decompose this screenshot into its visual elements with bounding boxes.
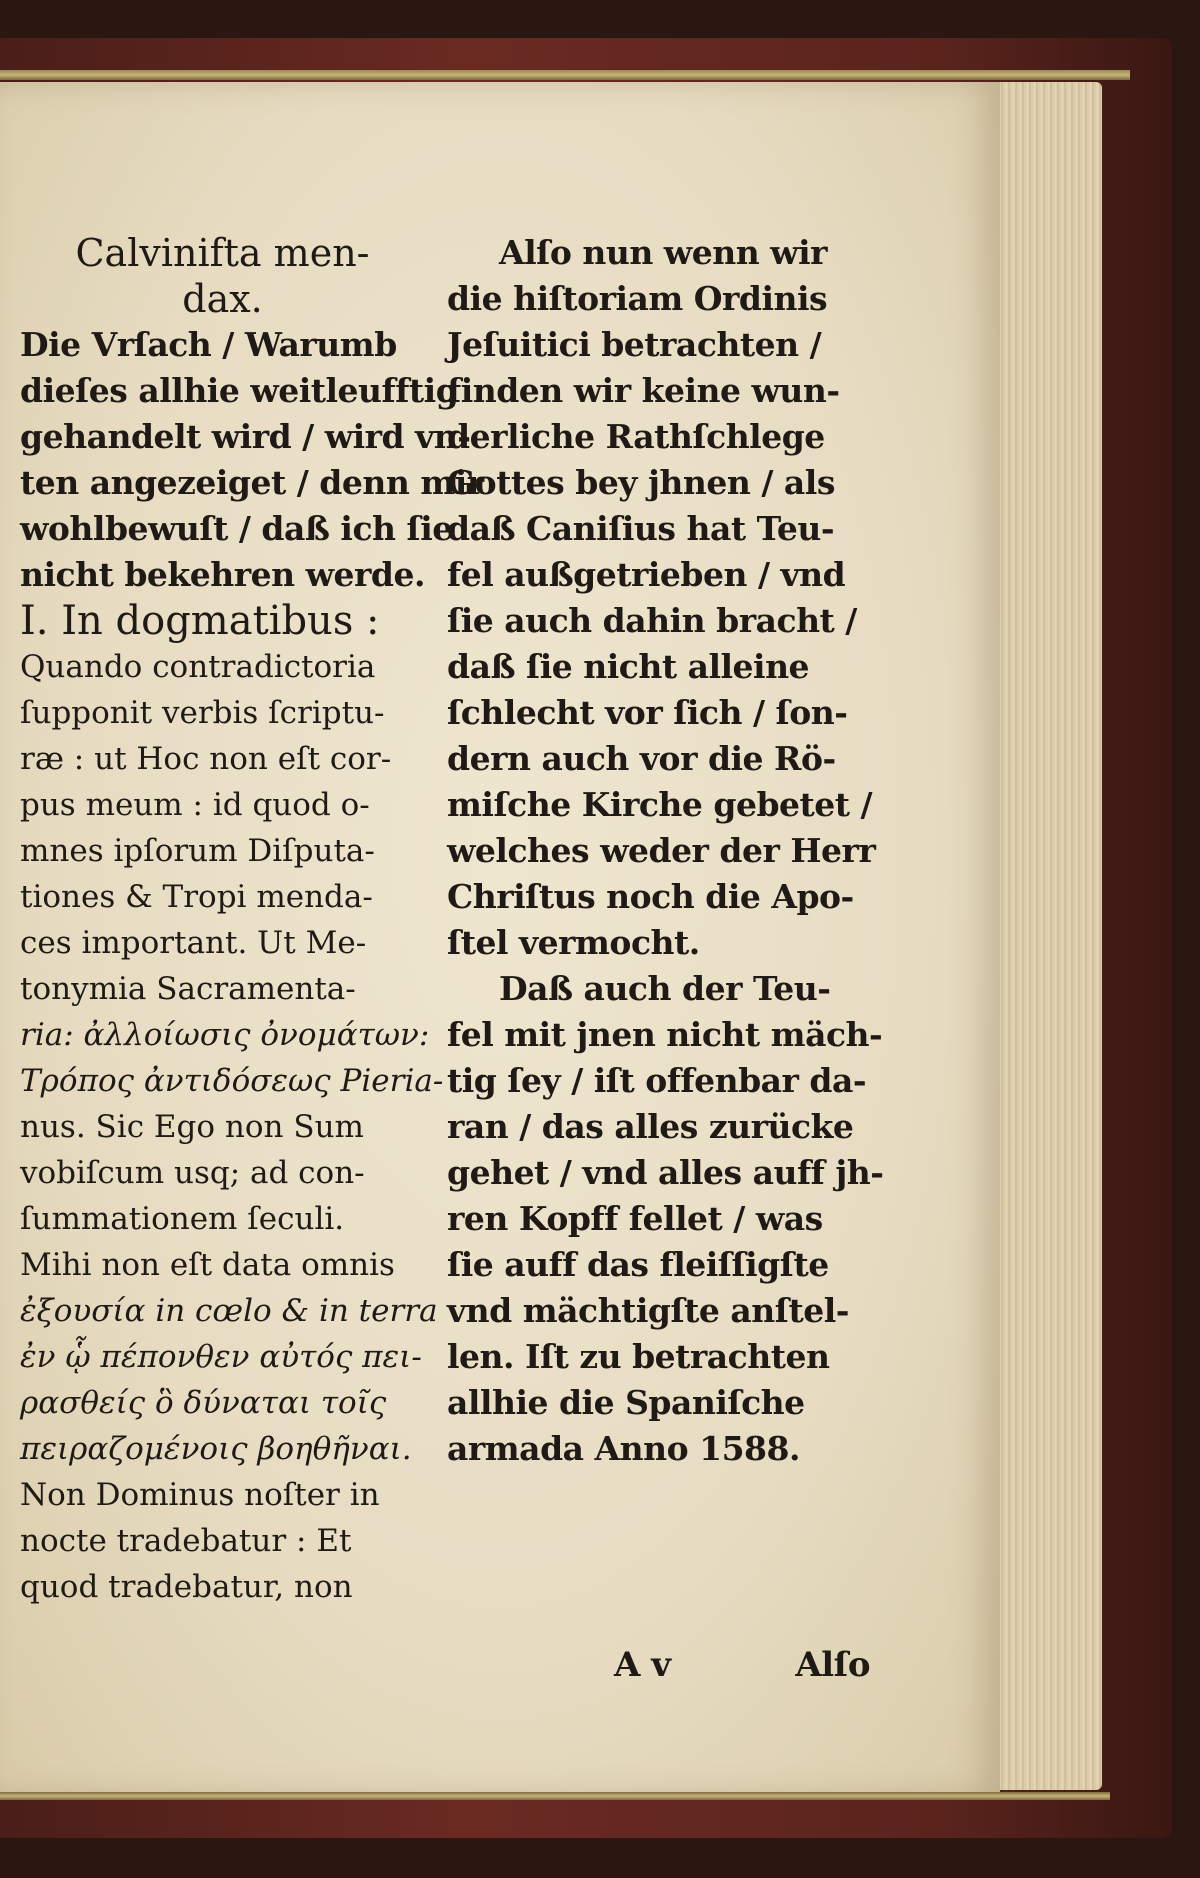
text-line: allhie die Spaniſche xyxy=(447,1383,805,1422)
text-line: Gottes bey jhnen / als xyxy=(447,463,835,502)
text-line: Non Dominus noſter in xyxy=(20,1477,380,1513)
text-line: Quando contradictoria xyxy=(20,649,376,685)
text-line: I. In dogmatibus : xyxy=(20,598,380,644)
text-line: nus. Sic Ego non Sum xyxy=(20,1109,364,1145)
text-line: ſie auch dahin bracht / xyxy=(447,601,857,640)
text-line: vnd mächtigſte anſtel- xyxy=(447,1291,849,1330)
text-line: wohlbewuſt / daß ich ſie xyxy=(20,509,453,548)
catchword: Alſo xyxy=(795,1645,870,1685)
text-line: dern auch vor die Rö- xyxy=(447,739,836,778)
text-line: daß ſie nicht alleine xyxy=(447,647,810,686)
text-line: vobiſcum usq; ad con- xyxy=(20,1155,365,1191)
text-line: tiones & Tropi menda- xyxy=(20,879,373,915)
text-line: ſie auff das fleiſſigſte xyxy=(447,1245,829,1284)
text-line: ſchlecht vor ſich / ſon- xyxy=(447,693,848,732)
text-line: ren Kopff fellet / was xyxy=(447,1199,823,1238)
text-line: dax. xyxy=(182,277,263,321)
text-line: quod tradebatur, non xyxy=(20,1569,353,1605)
text-line: welches weder der Herr xyxy=(447,831,876,870)
text-line: finden wir keine wun- xyxy=(447,371,840,410)
text-line: Daß auch der Teu- xyxy=(499,969,831,1008)
text-line: pus meum : id quod o- xyxy=(20,787,370,823)
text-line: Calvinifta men- xyxy=(75,231,370,275)
text-line: ſupponit verbis ſcriptu- xyxy=(20,695,385,731)
page-footer xyxy=(600,1642,870,1688)
text-line: armada Anno 1588. xyxy=(447,1429,800,1468)
text-line: ran / das alles zurücke xyxy=(447,1107,854,1146)
gilt-edge-top xyxy=(0,70,1130,80)
text-line: die hiſtoriam Ordinis xyxy=(447,279,828,318)
right-column xyxy=(447,230,884,1472)
text-line: tonymia Sacramenta- xyxy=(20,971,356,1007)
text-line: ρασθείς ὃ δύναται τοῖς xyxy=(20,1385,387,1421)
text-line: dieſes allhie weitleufftig xyxy=(20,371,459,410)
text-line: fel mit jnen nicht mäch- xyxy=(447,1015,883,1054)
text-line: Die Vrſach / Warumb xyxy=(20,325,397,364)
signature-mark: A v xyxy=(614,1645,671,1685)
left-column xyxy=(20,230,484,1610)
text-line: Chriſtus noch die Apo- xyxy=(447,877,854,916)
text-line: ἐξουσία in cœlo & in terra xyxy=(20,1293,438,1329)
book-page xyxy=(0,82,1000,1796)
text-line: fel außgetrieben / vnd xyxy=(447,555,846,594)
text-line: ræ : ut Hoc non eſt cor- xyxy=(20,741,392,777)
text-line: ἐν ᾧ πέπονθεν αὐτός πει- xyxy=(20,1339,422,1375)
text-line: ſummationem ſeculi. xyxy=(20,1201,345,1237)
text-line: daß Caniſius hat Teu- xyxy=(447,509,835,548)
text-line: ces important. Ut Me- xyxy=(20,925,367,961)
text-line: Mihi non eſt data omnis xyxy=(20,1247,395,1283)
text-line: ria: ἀλλοίωσις ὀνομάτων: xyxy=(20,1017,430,1053)
text-line: Τρόπος ἀντιδόσεως Pieria- xyxy=(20,1063,444,1099)
page-block-edges xyxy=(990,82,1102,1790)
text-line: nicht bekehren werde. xyxy=(20,555,425,594)
text-line: Alſo nun wenn wir xyxy=(499,233,828,272)
text-line: ſtel vermocht. xyxy=(447,923,700,962)
text-line: gehandelt wird / wird vn- xyxy=(20,417,471,456)
text-line: ten angezeiget / denn mir xyxy=(20,463,484,502)
text-line: miſche Kirche gebetet / xyxy=(447,785,873,824)
text-line: derliche Rathſchlege xyxy=(447,417,825,456)
text-line: gehet / vnd alles auff jh- xyxy=(447,1153,884,1192)
text-line: tig ſey / iſt offenbar da- xyxy=(447,1061,867,1100)
text-line: nocte tradebatur : Et xyxy=(20,1523,352,1559)
text-line: len. Iſt zu betrachten xyxy=(447,1337,830,1376)
text-line: πειραζομένοις βοηθῆναι. xyxy=(20,1431,412,1467)
gilt-edge-bottom xyxy=(0,1792,1110,1800)
text-line: Jeſuitici betrachten / xyxy=(447,325,822,364)
text-line: mnes ipſorum Diſputa- xyxy=(20,833,375,869)
